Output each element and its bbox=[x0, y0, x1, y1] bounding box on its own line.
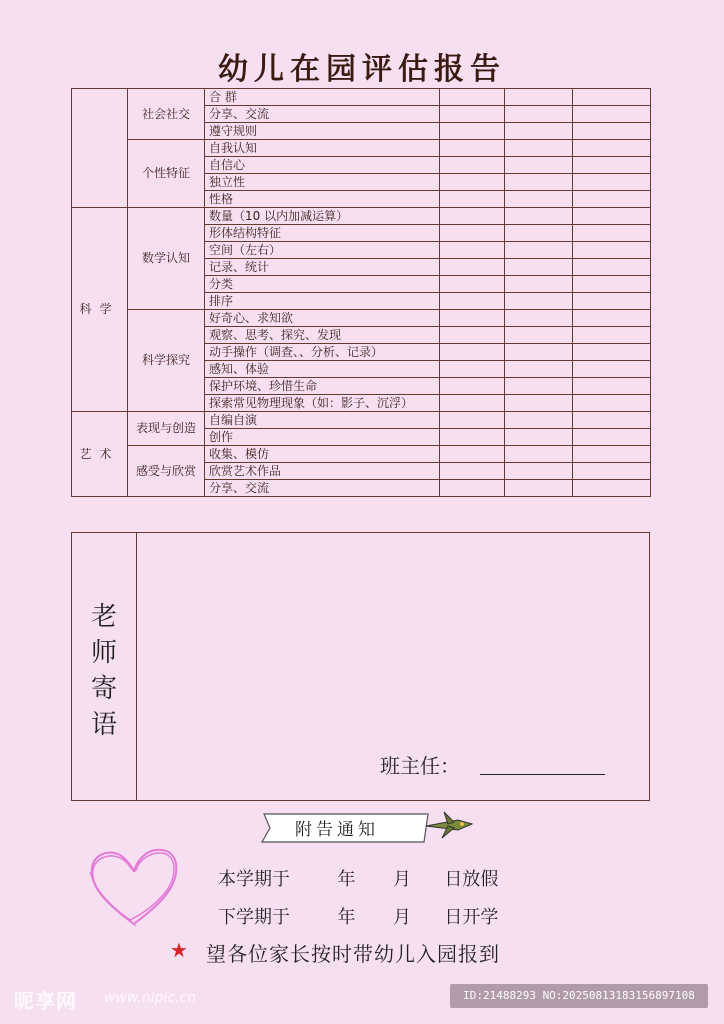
item-cell: 空间（左右） bbox=[205, 242, 440, 259]
next-term-prefix: 下学期于 bbox=[218, 907, 290, 928]
sub-category-cell: 个性特征 bbox=[128, 140, 205, 208]
rating-cell[interactable] bbox=[440, 106, 505, 123]
rating-cell[interactable] bbox=[440, 378, 505, 395]
page-title: 幼儿在园评估报告 bbox=[218, 52, 506, 87]
notice-banner-text: 附告通知 bbox=[295, 820, 379, 840]
rating-cell[interactable] bbox=[440, 429, 505, 446]
teacher-note-char: 语 bbox=[90, 710, 117, 740]
rating-cell[interactable] bbox=[573, 327, 651, 344]
rating-cell[interactable] bbox=[505, 123, 573, 140]
rating-cell[interactable] bbox=[505, 208, 573, 225]
item-cell: 自我认知 bbox=[205, 140, 440, 157]
rating-cell[interactable] bbox=[573, 208, 651, 225]
table-row bbox=[72, 89, 651, 106]
rating-cell[interactable] bbox=[505, 412, 573, 429]
rating-cell[interactable] bbox=[440, 480, 505, 497]
rating-cell[interactable] bbox=[573, 463, 651, 480]
end-term-year: 年 bbox=[337, 869, 356, 890]
table-row bbox=[72, 208, 651, 225]
rating-cell[interactable] bbox=[573, 174, 651, 191]
teacher-note-char: 老 bbox=[90, 602, 117, 632]
item-cell: 感知、体验 bbox=[205, 361, 440, 378]
item-cell: 欣赏艺术作品 bbox=[205, 463, 440, 480]
rating-cell[interactable] bbox=[505, 242, 573, 259]
rating-cell[interactable] bbox=[440, 344, 505, 361]
rating-cell[interactable] bbox=[573, 259, 651, 276]
item-cell: 保护环境、珍惜生命 bbox=[205, 378, 440, 395]
airplane-icon bbox=[426, 812, 472, 838]
image-id-bar: ID:21488293 NO:20250813183156897108 bbox=[450, 984, 708, 1008]
sub-category-cell: 感受与欣赏 bbox=[128, 446, 205, 497]
sub-category-cell: 表现与创造 bbox=[128, 412, 205, 446]
rating-cell[interactable] bbox=[573, 225, 651, 242]
end-term-month: 月 bbox=[392, 869, 411, 890]
item-cell: 合 群 bbox=[205, 89, 440, 106]
rating-cell[interactable] bbox=[440, 208, 505, 225]
rating-cell[interactable] bbox=[505, 140, 573, 157]
rating-cell[interactable] bbox=[505, 157, 573, 174]
rating-cell[interactable] bbox=[573, 361, 651, 378]
rating-cell[interactable] bbox=[573, 89, 651, 106]
rating-cell[interactable] bbox=[505, 344, 573, 361]
sub-category-cell: 科学探究 bbox=[128, 310, 205, 412]
item-cell: 分享、交流 bbox=[205, 106, 440, 123]
item-cell: 探索常见物理现象（如：影子、沉浮） bbox=[205, 395, 440, 412]
rating-cell[interactable] bbox=[505, 259, 573, 276]
item-cell: 创作 bbox=[205, 429, 440, 446]
sub-category-cell: 社会社交 bbox=[128, 89, 205, 140]
rating-cell[interactable] bbox=[505, 429, 573, 446]
rating-cell[interactable] bbox=[505, 106, 573, 123]
table-row bbox=[72, 412, 651, 429]
rating-cell[interactable] bbox=[505, 327, 573, 344]
rating-cell[interactable] bbox=[440, 157, 505, 174]
item-cell: 好奇心、求知欲 bbox=[205, 310, 440, 327]
item-cell: 自信心 bbox=[205, 157, 440, 174]
heart-doodle-icon bbox=[84, 842, 184, 932]
signature-line bbox=[480, 774, 605, 775]
rating-cell[interactable] bbox=[440, 140, 505, 157]
rating-cell[interactable] bbox=[573, 293, 651, 310]
rating-cell[interactable] bbox=[573, 276, 651, 293]
area-cell: 科学 bbox=[72, 208, 128, 412]
rating-cell[interactable] bbox=[573, 242, 651, 259]
rating-cell[interactable] bbox=[573, 123, 651, 140]
next-term-year: 年 bbox=[337, 907, 356, 928]
rating-cell[interactable] bbox=[573, 106, 651, 123]
rating-cell[interactable] bbox=[573, 395, 651, 412]
rating-cell[interactable] bbox=[440, 191, 505, 208]
rating-cell[interactable] bbox=[505, 446, 573, 463]
rating-cell[interactable] bbox=[440, 412, 505, 429]
rating-cell[interactable] bbox=[505, 293, 573, 310]
rating-cell[interactable] bbox=[573, 378, 651, 395]
rating-cell[interactable] bbox=[440, 123, 505, 140]
rating-cell[interactable] bbox=[440, 174, 505, 191]
item-cell: 观察、思考、探究、发现 bbox=[205, 327, 440, 344]
watermark-url: www.nipic.cn bbox=[104, 990, 197, 1006]
table-row bbox=[72, 310, 651, 327]
item-cell: 遵守规则 bbox=[205, 123, 440, 140]
table-row bbox=[72, 446, 651, 463]
rating-cell[interactable] bbox=[573, 344, 651, 361]
item-cell: 分享、交流 bbox=[205, 480, 440, 497]
item-cell: 收集、模仿 bbox=[205, 446, 440, 463]
rating-cell[interactable] bbox=[440, 276, 505, 293]
rating-cell[interactable] bbox=[440, 395, 505, 412]
rating-cell[interactable] bbox=[573, 191, 651, 208]
item-cell: 性格 bbox=[205, 191, 440, 208]
item-cell: 记录、统计 bbox=[205, 259, 440, 276]
rating-cell[interactable] bbox=[573, 310, 651, 327]
table-row bbox=[72, 140, 651, 157]
area-cell bbox=[72, 89, 128, 208]
rating-cell[interactable] bbox=[573, 157, 651, 174]
rating-cell[interactable] bbox=[573, 140, 651, 157]
reminder-text: 望各位家长按时带幼儿入园报到 bbox=[206, 942, 500, 966]
item-cell: 数量（10 以内加减运算） bbox=[205, 208, 440, 225]
rating-cell[interactable] bbox=[440, 327, 505, 344]
item-cell: 自编自演 bbox=[205, 412, 440, 429]
rating-cell[interactable] bbox=[505, 480, 573, 497]
item-cell: 独立性 bbox=[205, 174, 440, 191]
rating-cell[interactable] bbox=[573, 446, 651, 463]
next-term-suffix: 日开学 bbox=[444, 907, 499, 928]
rating-cell[interactable] bbox=[505, 191, 573, 208]
head-teacher-label: 班主任： bbox=[380, 754, 460, 778]
next-term-month: 月 bbox=[392, 907, 411, 928]
rating-cell[interactable] bbox=[505, 361, 573, 378]
evaluation-table bbox=[71, 88, 651, 497]
rating-cell[interactable] bbox=[440, 293, 505, 310]
rating-cell[interactable] bbox=[505, 395, 573, 412]
teacher-note-side bbox=[72, 533, 137, 800]
rating-cell[interactable] bbox=[573, 429, 651, 446]
end-term-suffix: 日放假 bbox=[444, 869, 499, 890]
teacher-note-char: 寄 bbox=[90, 674, 117, 704]
teacher-note-box bbox=[71, 532, 650, 801]
rating-cell[interactable] bbox=[505, 174, 573, 191]
teacher-note-label bbox=[72, 599, 136, 743]
rating-cell[interactable] bbox=[505, 378, 573, 395]
rating-cell[interactable] bbox=[505, 276, 573, 293]
end-term-prefix: 本学期于 bbox=[218, 869, 290, 890]
rating-cell[interactable] bbox=[440, 446, 505, 463]
rating-cell[interactable] bbox=[440, 242, 505, 259]
rating-cell[interactable] bbox=[440, 225, 505, 242]
watermark-logo: 昵享网 bbox=[14, 989, 77, 1013]
sub-category-cell: 数学认知 bbox=[128, 208, 205, 310]
item-cell: 排序 bbox=[205, 293, 440, 310]
end-term-line bbox=[218, 865, 498, 891]
teacher-note-char: 师 bbox=[90, 638, 117, 668]
rating-cell[interactable] bbox=[440, 463, 505, 480]
item-cell: 动手操作（调查、、分析、记录） bbox=[205, 344, 440, 361]
star-icon: ★ bbox=[170, 938, 188, 962]
rating-cell[interactable] bbox=[505, 310, 573, 327]
rating-cell[interactable] bbox=[440, 89, 505, 106]
rating-cell[interactable] bbox=[440, 361, 505, 378]
rating-cell[interactable] bbox=[573, 412, 651, 429]
area-cell: 艺术 bbox=[72, 412, 128, 497]
rating-cell[interactable] bbox=[440, 259, 505, 276]
rating-cell[interactable] bbox=[505, 463, 573, 480]
next-term-line bbox=[218, 903, 498, 929]
rating-cell[interactable] bbox=[505, 225, 573, 242]
rating-cell[interactable] bbox=[573, 480, 651, 497]
item-cell: 形体结构特征 bbox=[205, 225, 440, 242]
rating-cell[interactable] bbox=[505, 89, 573, 106]
item-cell: 分类 bbox=[205, 276, 440, 293]
rating-cell[interactable] bbox=[440, 310, 505, 327]
